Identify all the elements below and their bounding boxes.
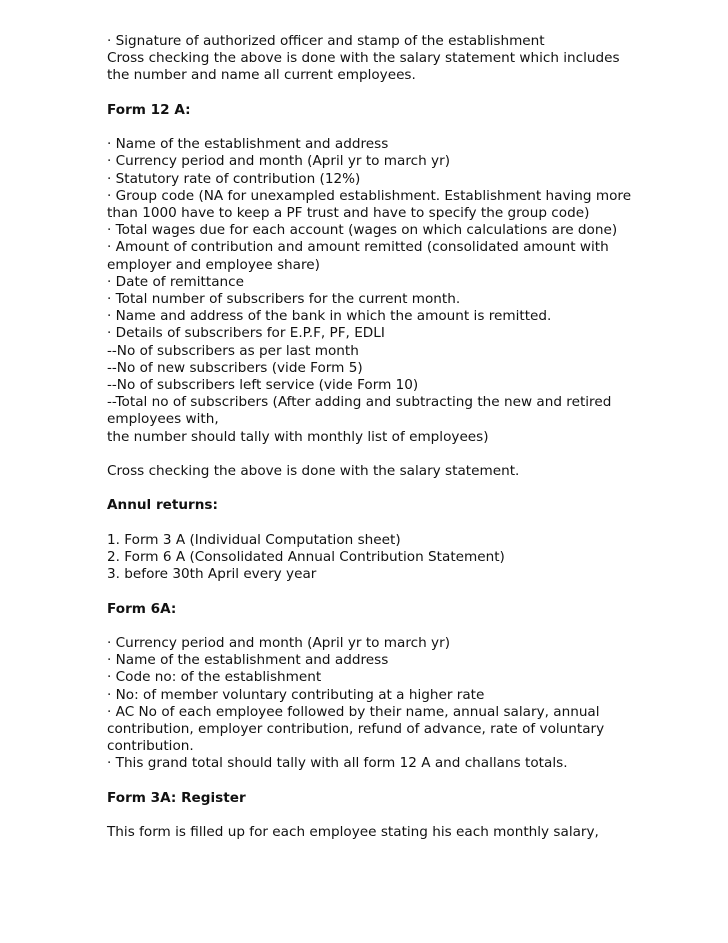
text-line: than 1000 have to keep a PF trust and have to specify the group code) <box>107 205 590 221</box>
document-page <box>107 33 707 841</box>
text-line: · Name of the establishment and address <box>107 652 389 669</box>
text-line: · Currency period and month (April yr to march yr) <box>107 635 450 651</box>
text-line: employees with, <box>107 411 219 428</box>
paragraph-gap <box>107 446 707 463</box>
list-item: 2. Form 6 A (Consolidated Annual Contribution Statement) <box>107 549 505 566</box>
text-line: · Name and address of the bank in which the amount is remitted. <box>107 308 552 325</box>
text-line: · Code no: of the establishment <box>107 669 322 686</box>
text-line: · Currency period and month (April yr to march yr) <box>107 153 450 170</box>
text-line: contribution. <box>107 738 194 755</box>
text-line: the number should tally with monthly list of employees) <box>107 428 489 445</box>
text-line: · Group code (NA for unexampled establishment. Establishment having more <box>107 187 632 204</box>
annual-returns-section <box>107 497 707 583</box>
paragraph-gap <box>107 807 707 824</box>
text-line: This form is filled up for each employee stating his each monthly salary, <box>107 824 599 841</box>
paragraph-gap <box>107 119 707 136</box>
text-line: --Total no of subscribers (After adding and subtracting the new and retired <box>107 394 612 411</box>
text-line: · Statutory rate of contribution (12%) <box>107 170 361 187</box>
text-line: · Total number of subscribers for the current month. <box>107 291 461 308</box>
form-12a-section <box>107 102 707 480</box>
text-line: · AC No of each employee followed by their name, annual salary, annual <box>107 703 600 720</box>
text-line: · Amount of contribution and amount remitted (consolidated amount with <box>107 239 609 256</box>
paragraph-gap <box>107 85 707 102</box>
text-line: · Signature of authorized officer and stamp of the establishment <box>107 33 545 49</box>
text-line: · Details of subscribers for E.P.F, PF, EDLI <box>107 325 385 342</box>
intro-section <box>107 33 707 85</box>
text-line: --No of new subscribers (vide Form 5) <box>107 359 363 376</box>
form-3a-section <box>107 790 707 842</box>
form-6a-section <box>107 601 707 773</box>
text-line: --No of subscribers as per last month <box>107 342 359 359</box>
paragraph-gap <box>107 480 707 497</box>
paragraph-gap <box>107 583 707 600</box>
text-line: · No: of member voluntary contributing at a higher rate <box>107 686 485 703</box>
text-line: · Date of remittance <box>107 273 244 290</box>
list-item: 3. before 30th April every year <box>107 566 317 583</box>
text-line: · Name of the establishment and address <box>107 136 389 153</box>
section-heading: Form 6A: <box>107 600 177 617</box>
paragraph-gap <box>107 773 707 790</box>
text-line: · Total wages due for each account (wages on which calculations are done) <box>107 222 618 239</box>
text-line: contribution, employer contribution, refund of advance, rate of voluntary <box>107 721 605 738</box>
text-line: employer and employee share) <box>107 256 320 273</box>
text-line: Cross checking the above is done with the salary statement which includes <box>107 50 620 67</box>
paragraph-gap <box>107 618 707 635</box>
section-heading: Form 3A: Register <box>107 789 246 806</box>
section-heading: Form 12 A: <box>107 101 191 118</box>
list-item: 1. Form 3 A (Individual Computation sheet) <box>107 531 401 548</box>
section-heading: Annul returns: <box>107 497 218 514</box>
paragraph-gap <box>107 515 707 532</box>
text-line: --No of subscribers left service (vide Form 10) <box>107 377 419 394</box>
text-line: the number and name all current employees. <box>107 67 416 84</box>
text-line: Cross checking the above is done with the salary statement. <box>107 463 520 480</box>
text-line: · This grand total should tally with all form 12 A and challans totals. <box>107 755 568 772</box>
